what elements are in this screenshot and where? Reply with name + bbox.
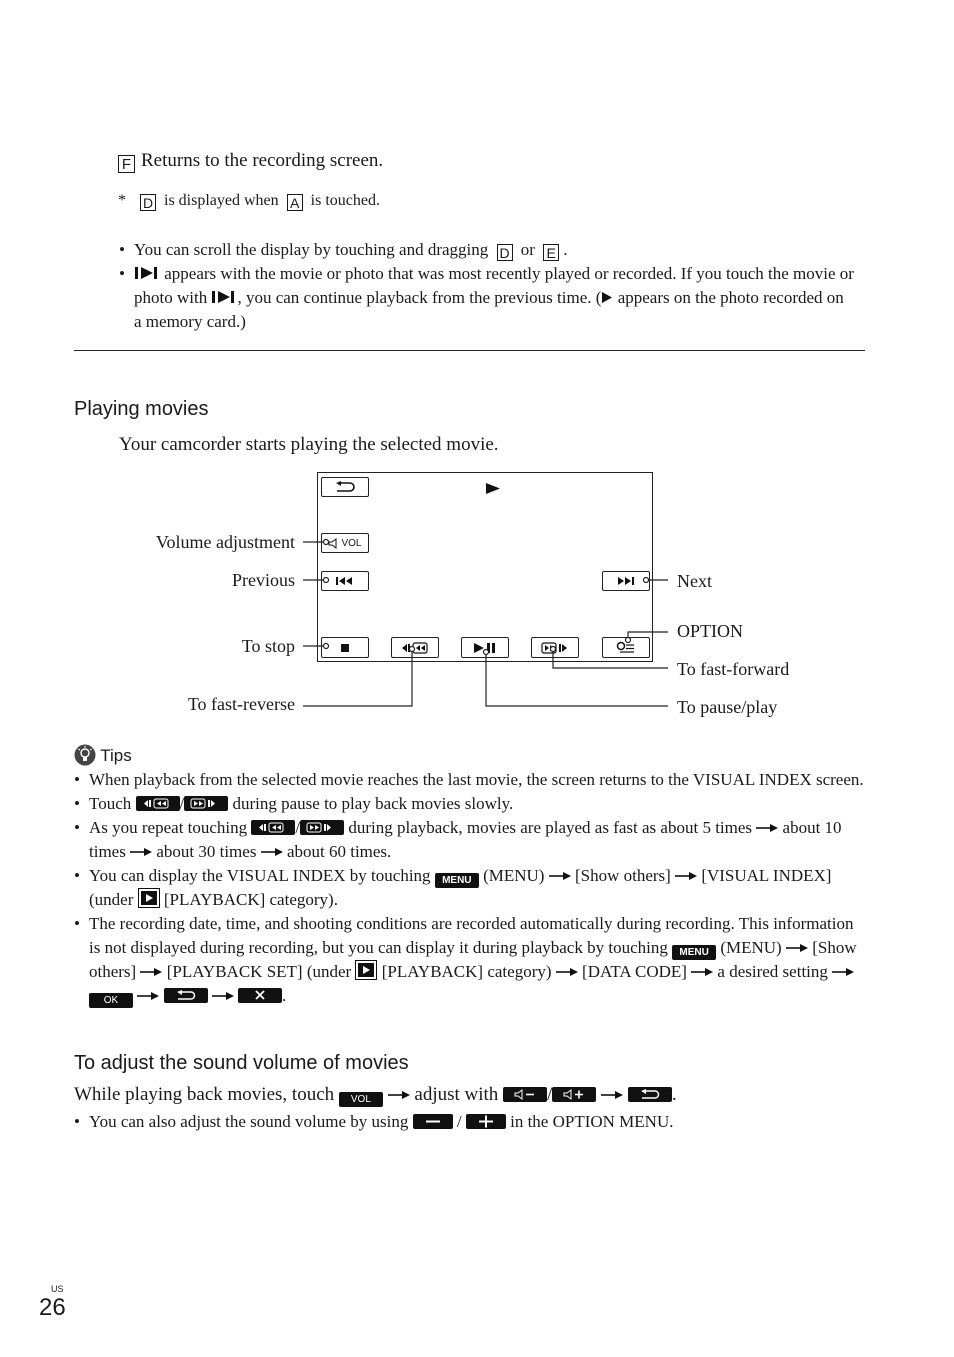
slow-reverse-icon (136, 796, 180, 811)
bullet-scroll: • You can scroll the display by touching and dragging D or E . (119, 238, 854, 262)
plus-icon (466, 1114, 506, 1129)
volume-up-icon (552, 1087, 596, 1102)
volume-notes (74, 1110, 866, 1134)
section-heading-playing: Playing movies (74, 398, 209, 420)
bullet-resume-text-a: appears with the movie or photo that was most recently played or recorded. If you touch the movie or photo with (134, 264, 854, 307)
bullet-resume-text-b: , you can continue playback from the previous time. ( (237, 288, 602, 307)
volume-note-b: in the OPTION MENU. (510, 1112, 674, 1131)
arrow-right-icon (388, 1091, 410, 1099)
letter-e-box: E (543, 244, 559, 261)
vol-icon-label: VOL (350, 1094, 371, 1105)
volume-instruction: While playing back movies, touch VOL adjust with / . (74, 1084, 677, 1105)
vol-icon (339, 1092, 383, 1107)
volume-note (74, 1110, 866, 1134)
volume-instruction-a: While playing back movies, touch (74, 1084, 335, 1105)
arrow-right-icon (601, 1091, 623, 1099)
tip-5-text-c: [Show others] (89, 938, 857, 981)
tip-3-text-d: about 30 times (156, 842, 257, 861)
arrow-right-icon (786, 944, 808, 952)
arrow-right-icon (212, 992, 234, 1000)
vol-label: VOL (341, 537, 362, 549)
section-heading-volume: To adjust the sound volume of movies (74, 1052, 409, 1074)
letter-f-box: F (118, 155, 135, 173)
tips-heading (74, 744, 132, 766)
tip-5: • The recording date, time, and shooting conditions are recorded automatically during recording. This information is not displayed during recording, but you can display it during playback by touching MENU (MENU) [Show others] [PLAYBACK SET] (under [PLAYBACK] category) [DATA CODE] a desired setting OK . (74, 912, 866, 1008)
footnote-end: is touched. (310, 192, 380, 209)
close-icon (238, 988, 282, 1003)
tip-3-text-a: As you repeat touching (89, 818, 248, 837)
tips-label: Tips (100, 746, 132, 765)
label-to-fast-forward: To fast-forward (677, 659, 790, 679)
label-to-stop: To stop (241, 636, 295, 656)
tip-5-text-d: [PLAYBACK SET] (under (166, 962, 352, 981)
arrow-right-icon (261, 848, 283, 856)
fast-reverse-icon (251, 820, 295, 835)
letter-a-box: A (287, 194, 303, 211)
label-option: OPTION (677, 621, 743, 641)
tip-1-text: When playback from the selected movie reaches the last movie, the screen returns to the VISUAL INDEX screen. (89, 770, 864, 789)
bullet-resume-text-c: appears on the photo recorded on a memory card.) (134, 288, 844, 331)
slash: / (179, 794, 185, 813)
arrow-right-icon (756, 824, 778, 832)
arrow-right-icon (832, 968, 854, 976)
slash: / (456, 1112, 462, 1131)
tip-2-text-a: Touch (89, 794, 132, 813)
tip-5-text-b: (MENU) (720, 938, 782, 957)
tip-3-text-e: about 60 times. (286, 842, 392, 861)
fast-forward-icon (300, 820, 344, 835)
playback-category-icon (355, 960, 377, 980)
playing-intro: Your camcorder starts playing the selected movie. (119, 434, 499, 455)
tip-3-text-b: during playback, movies are played as fast as about 5 times (348, 818, 753, 837)
tip-1 (74, 768, 866, 792)
tip-3 (74, 816, 866, 864)
tip-3-text-c: about 10 times (89, 818, 842, 861)
tip-4-text-d: [VISUAL INDEX] (under (89, 866, 832, 909)
label-to-pause-play: To pause/play (677, 697, 778, 717)
tip-5-text-g: a desired setting (717, 962, 828, 981)
tip-2 (74, 792, 866, 816)
lightbulb-icon (74, 744, 96, 766)
letter-d-box: D (497, 244, 513, 261)
return-icon (164, 988, 208, 1003)
tip-2-text-b: during pause to play back movies slowly. (232, 794, 514, 813)
tips-list (74, 768, 866, 1008)
tip-4-text-e: [PLAYBACK] category). (163, 890, 338, 909)
minus-icon (413, 1114, 453, 1129)
arrow-right-icon (675, 872, 697, 880)
bullet-scroll-text: You can scroll the display by touching and dragging (134, 240, 489, 259)
arrow-right-icon (549, 872, 571, 880)
arrow-right-icon (130, 848, 152, 856)
label-to-fast-reverse: To fast-reverse (187, 694, 295, 714)
arrow-right-icon (137, 992, 159, 1000)
ok-icon: OK (89, 993, 133, 1008)
arrow-right-icon (691, 968, 713, 976)
volume-instruction-b: adjust with (414, 1084, 499, 1105)
return-icon (628, 1087, 672, 1102)
tip-4-text-a: You can display the VISUAL INDEX by touching (89, 866, 431, 885)
arrow-right-icon (556, 968, 578, 976)
playback-category-icon (138, 888, 160, 908)
item-f-text: Returns to the recording screen. (141, 150, 384, 171)
menu-icon: MENU (435, 873, 479, 888)
slash: / (295, 818, 301, 837)
tip-5-text-a: The recording date, time, and shooting conditions are recorded automatically during recording. This information is not displayed during recording, but you can display it during playback by touching (89, 914, 854, 957)
bullet-or: or (520, 240, 535, 259)
volume-down-icon (503, 1087, 547, 1102)
label-next: Next (677, 571, 712, 591)
tip-4-text-c: [Show others] (574, 866, 671, 885)
letter-d-box: D (140, 194, 156, 211)
page-number: 26 (39, 1294, 66, 1321)
slow-forward-icon (184, 796, 228, 811)
tip-5-text-e: [PLAYBACK] category) (381, 962, 552, 981)
volume-note-a: You can also adjust the sound volume by using (89, 1112, 409, 1131)
region-code: US (51, 1284, 64, 1294)
arrow-right-icon (140, 968, 162, 976)
tip-4-text-b: (MENU) (483, 866, 545, 885)
footnote-star: * (118, 192, 126, 209)
tip-5-text-f: [DATA CODE] (582, 962, 687, 981)
footnote-mid: is displayed when (164, 192, 279, 209)
label-previous: Previous (232, 570, 295, 590)
tip-4 (74, 864, 866, 912)
menu-icon: MENU (672, 945, 716, 960)
label-volume: Volume adjustment (155, 532, 295, 552)
